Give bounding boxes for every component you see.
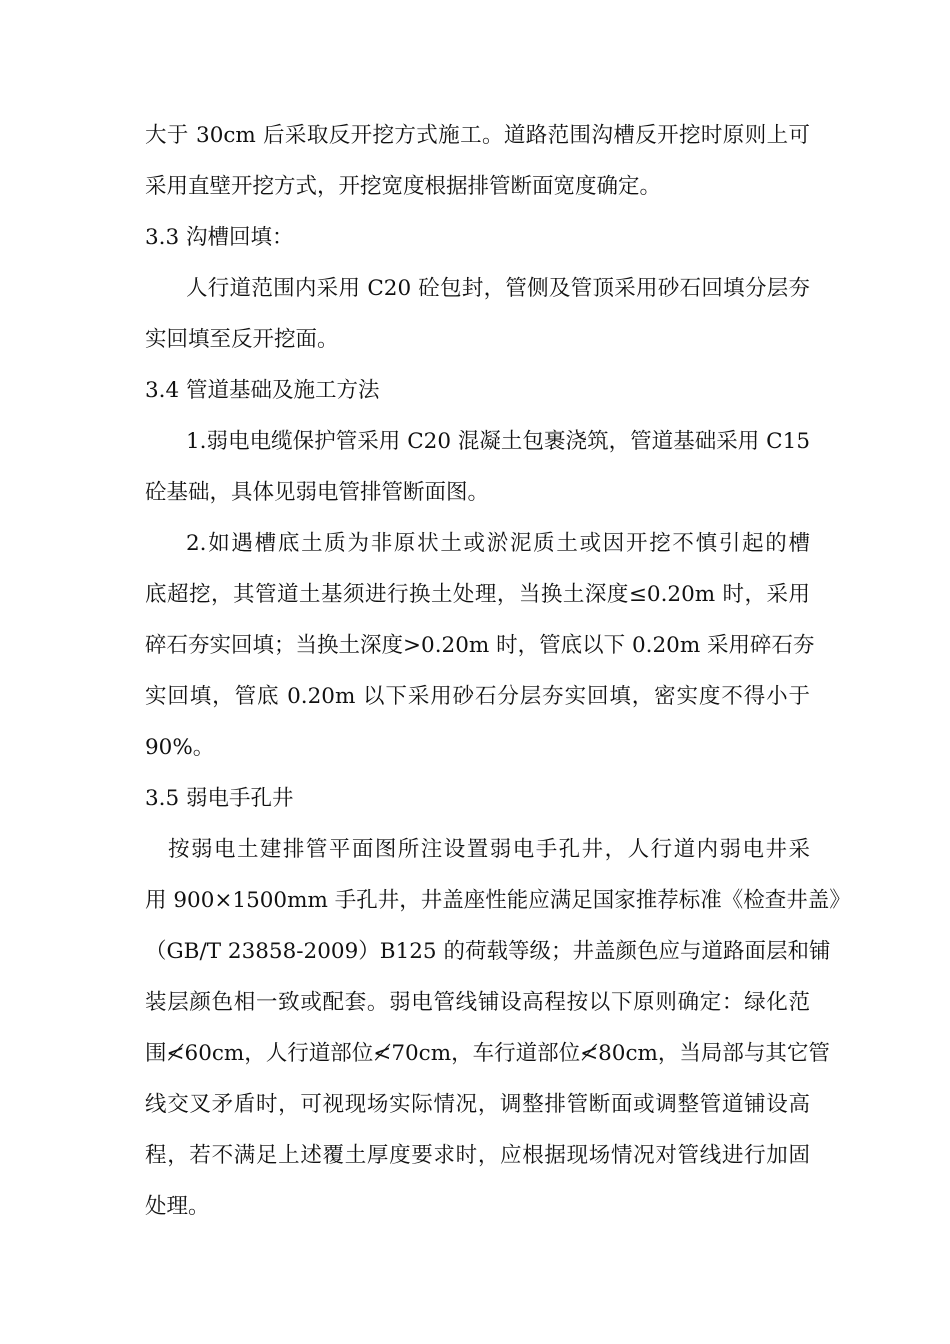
body-text-line: 1.弱电电缆保护管采用 C20 混凝土包裹浇筑，管道基础采用 C15 (186, 429, 810, 454)
body-text-line: 砼基础，具体见弱电管排管断面图。 (145, 480, 490, 505)
body-text-line: （GB/T 23858-2009）B125 的荷载等级；井盖颜色应与道路面层和铺 (145, 939, 831, 964)
section-heading-3-3: 3.3 沟槽回填： (145, 225, 294, 250)
body-text-line: 90%。 (145, 735, 215, 760)
body-text-line: 按弱电土建排管平面图所注设置弱电手孔井，人行道内弱电井采 (168, 837, 810, 862)
body-text-line: 2.如遇槽底土质为非原状土或淤泥质土或因开挖不慎引起的槽 (186, 531, 810, 556)
body-text-line: 线交叉矛盾时，可视现场实际情况，调整排管断面或调整管道铺设高 (145, 1092, 810, 1117)
section-heading-3-4: 3.4 管道基础及施工方法 (145, 378, 380, 403)
body-text-line: 碎石夯实回填；当换土深度>0.20m 时，管底以下 0.20m 采用碎石夯 (145, 633, 815, 658)
body-text-line: 大于 30cm 后采取反开挖方式施工。道路范围沟槽反开挖时原则上可 (145, 123, 810, 148)
body-text-line: 底超挖，其管道土基须进行换土处理，当换土深度≤0.20m 时，采用 (145, 582, 810, 607)
body-text-line: 处理。 (145, 1194, 210, 1219)
body-text-line: 人行道范围内采用 C20 砼包封，管侧及管顶采用砂石回填分层夯 (186, 276, 810, 301)
body-text-line: 用 900×1500mm 手孔井，井盖座性能应满足国家推荐标准《检查井盖》 (145, 888, 851, 913)
body-text-line: 装层颜色相一致或配套。弱电管线铺设高程按以下原则确定：绿化范 (145, 990, 810, 1015)
body-text-line: 采用直壁开挖方式，开挖宽度根据排管断面宽度确定。 (145, 174, 662, 199)
body-text-line: 程，若不满足上述覆土厚度要求时，应根据现场情况对管线进行加固 (145, 1143, 810, 1168)
section-heading-3-5: 3.5 弱电手孔井 (145, 786, 294, 811)
body-text-line: 实回填，管底 0.20m 以下采用砂石分层夯实回填，密实度不得小于 (145, 684, 810, 709)
body-text-line: 围≮60cm，人行道部位≮70cm，车行道部位≮80cm，当局部与其它管 (145, 1041, 830, 1066)
body-text-line: 实回填至反开挖面。 (145, 327, 339, 352)
